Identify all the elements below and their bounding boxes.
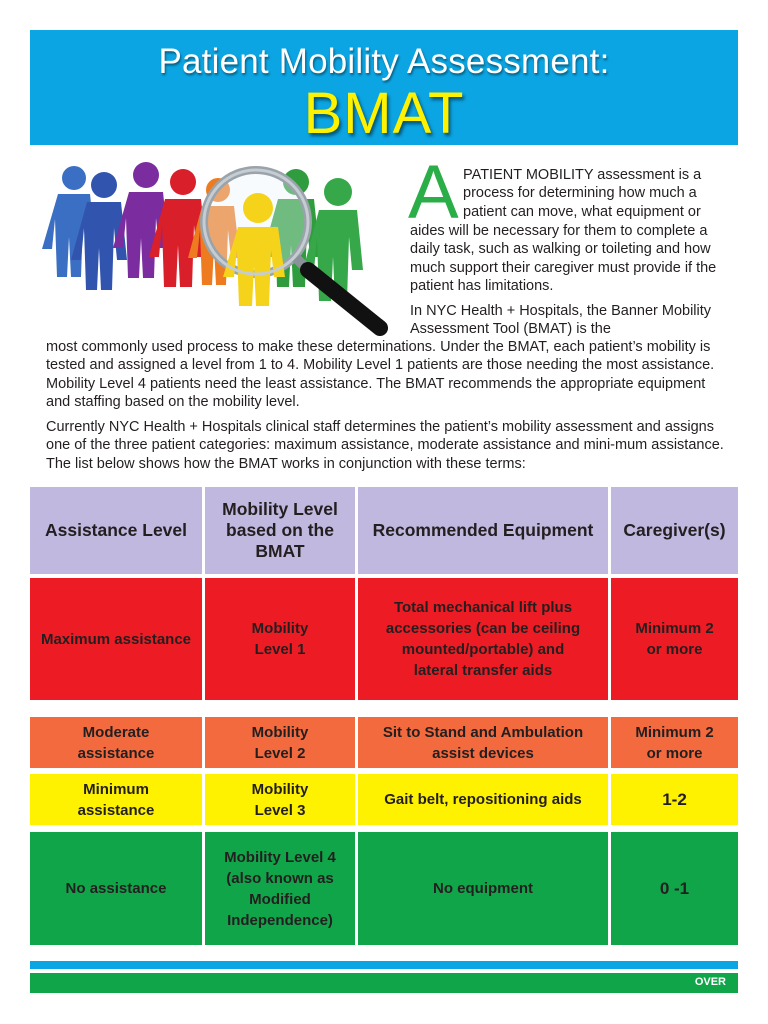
equipment-cell: Sit to Stand and Ambulation assist devices — [358, 717, 608, 768]
page-subtitle: BMAT — [303, 81, 465, 146]
caregivers-cell: Minimum 2 or more — [611, 717, 738, 768]
table-row — [30, 717, 738, 768]
dropcap-letter: A — [408, 150, 459, 235]
header-recommended-equipment: Recommended Equipment — [358, 487, 608, 574]
intro-paragraph-first: PATIENT MOBILITY assessment is a process for determining how much a patient can move, what equipment or — [463, 167, 702, 220]
footer-divider — [30, 961, 738, 969]
caregivers-cell: Minimum 2 or more — [611, 578, 738, 700]
assistance-cell: Maximum assistance — [30, 578, 202, 700]
table-row — [30, 832, 738, 945]
intro-paragraph-rest: aides will be necessary for them to complete a daily task, such as walking or toileting and how much support their caregiver must provide if the patient has limitations. — [410, 223, 717, 294]
table-row — [30, 774, 738, 825]
mobility-cell: Mobility Level 3 — [205, 774, 355, 825]
caregivers-cell: 0 -1 — [611, 832, 738, 945]
table-header-row — [30, 487, 738, 574]
mobility-cell: Mobility Level 4 (also known as Modified Independence) — [205, 832, 355, 945]
title-banner — [30, 30, 738, 145]
equipment-cell: Total mechanical lift plus accessories (can be ceiling mounted/portable) and lateral transfer aids — [358, 578, 608, 700]
over-label: OVER — [694, 976, 726, 988]
header-caregivers: Caregiver(s) — [611, 487, 738, 574]
people-magnifier-icon — [38, 150, 394, 340]
assistance-cell: Moderate assistance — [30, 717, 202, 768]
equipment-cell: No equipment — [358, 832, 608, 945]
categories-paragraph: Currently NYC Health + Hospitals clinical staff determines the patient’s mobility assessment and assigns one of the three patient categories: maximum assistance, moderate assistance and mini-mum assistance. The list below shows how the BMAT works in conjunction with these terms: — [46, 419, 724, 472]
equipment-cell: Gait belt, repositioning aids — [358, 774, 608, 825]
mobility-cell: Mobility Level 2 — [205, 717, 355, 768]
header-assistance-level: Assistance Level — [30, 487, 202, 574]
bmat-paragraph-start: In NYC Health + Hospitals, the Banner Mobility Assessment Tool (BMAT) is the — [410, 303, 712, 338]
table-row — [30, 578, 738, 700]
assistance-cell: Minimum assistance — [30, 774, 202, 825]
header-mobility-level: Mobility Level based on the BMAT — [205, 487, 355, 574]
page-title: Patient Mobility Assessment: — [158, 42, 610, 81]
caregivers-cell: 1-2 — [611, 774, 738, 825]
bmat-paragraph-rest: most commonly used process to make these determinations. Under the BMAT, each patient’s mobility is tested and assigned a level from 1 to 4. Mobility Level 1 patients are those needing the most assistance. Mobility Level 4 patients need the least assistance. The BMAT recommends the appropriate equipment and staffing based on the mobility level. — [46, 339, 715, 410]
assistance-cell: No assistance — [30, 832, 202, 945]
footer-bar — [30, 973, 738, 993]
mobility-cell: Mobility Level 1 — [205, 578, 355, 700]
